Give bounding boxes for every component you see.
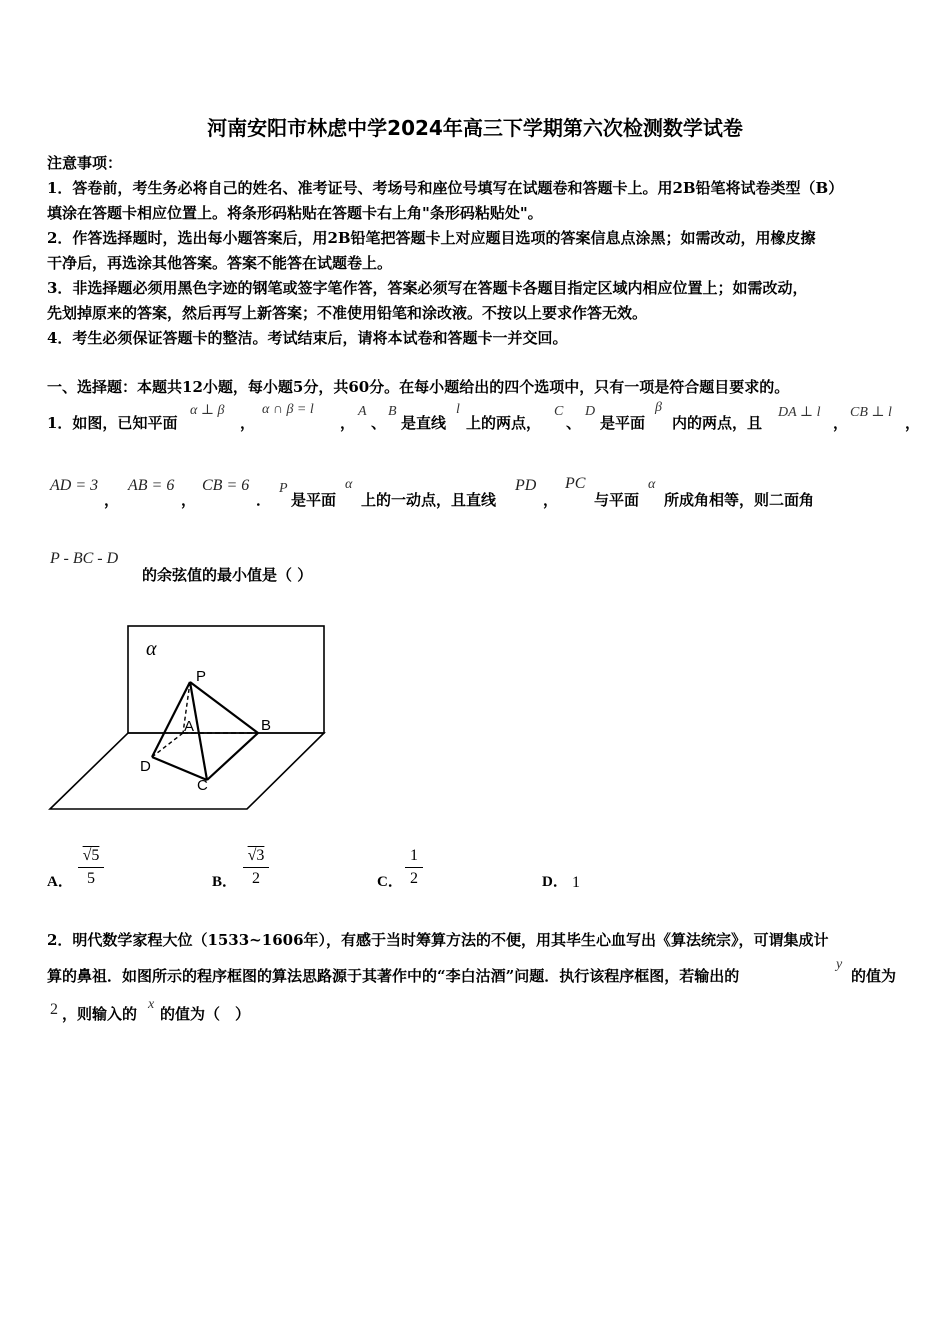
q1-math: D: [585, 404, 596, 419]
q1-math: P: [279, 481, 288, 496]
option-a-fraction: [78, 846, 104, 889]
q1-math: α ∩ β = l: [262, 402, 314, 417]
q1-text: 是直线: [401, 414, 447, 432]
label-b: B: [261, 717, 272, 734]
q1-text: 上的两点，: [466, 414, 542, 432]
notice-line: 干净后，再选涂其他答案。答案不能答在试题卷上。: [47, 254, 393, 272]
q1-text: ，: [104, 491, 120, 509]
q2-text: 2．明代数学家程大位（1533~1606年），有感于当时筹算方法的不便，用其毕生心血写出《算法统宗》，可谓集成计: [47, 931, 829, 949]
page-title: 河南安阳市林虑中学2024年高三下学期第六次检测数学试卷: [207, 116, 743, 140]
q1-text: 上的一动点，且直线: [361, 491, 497, 509]
q1-text: 1．如图，已知平面: [47, 414, 178, 432]
notice-line: 3．非选择题必须用黑色字迹的钢笔或签字笔作答，答案必须写在答题卡各题目指定区域内相应位置上；如需改动，: [47, 279, 808, 297]
notice-line: 先划掉原来的答案，然后再写上新答案；不准使用铅笔和涂改液。不按以上要求作答无效。: [47, 304, 648, 322]
option-b-numerator: √3: [247, 847, 265, 864]
edge-pb: [190, 682, 258, 733]
option-b-fraction: [243, 846, 269, 889]
q1-figure: [40, 615, 340, 820]
q1-text: ，: [543, 491, 559, 509]
q1-math: PC: [565, 475, 586, 492]
q1-text: ，: [240, 414, 256, 432]
option-c-numerator: 1: [410, 847, 418, 864]
option-a-label: A．: [47, 874, 73, 890]
notice-line: 2．作答选择题时，选出每小题答案后，用2B铅笔把答题卡上对应题目选项的答案信息点涂黑；如需改动，用橡皮擦: [47, 229, 816, 247]
q1-math: α ⊥ β: [190, 403, 225, 418]
edge-cb: [207, 733, 258, 780]
q1-text: ，: [905, 414, 921, 432]
q1-text: 是平面: [600, 414, 646, 432]
q1-math: CB ⊥ l: [850, 405, 892, 420]
notice-line: 1．答卷前，考生务必将自己的姓名、准考证号、考场号和座位号填写在试题卷和答题卡上。用2B铅笔将试卷类型（B）: [47, 179, 844, 197]
q1-math: B: [388, 404, 397, 419]
option-b-label: B．: [212, 874, 238, 890]
q1-math: α: [648, 477, 656, 492]
q1-math: l: [456, 402, 460, 417]
notice-line: 填涂在答题卡相应位置上。将条形码粘贴在答题卡右上角"条形码粘贴处"。: [47, 204, 543, 222]
plane-alpha: [128, 626, 324, 733]
q1-math: DA ⊥ l: [778, 405, 821, 420]
q1-math: β: [655, 400, 662, 415]
q1-math: PD: [515, 477, 537, 494]
section-heading: 一、选择题：本题共12小题，每小题5分，共60分。在每小题给出的四个选项中，只有一项是符合题目要求的。: [47, 378, 790, 396]
q2-math: x: [148, 997, 155, 1012]
option-c-denominator: 2: [410, 870, 418, 887]
option-a-denominator: 5: [87, 870, 95, 887]
label-p: P: [196, 668, 207, 685]
option-c-label: C．: [377, 874, 403, 890]
q1-math: C: [554, 404, 564, 419]
q1-text: ．: [256, 491, 272, 509]
q1-math: AD = 3: [50, 477, 99, 494]
q1-math: α: [345, 477, 353, 492]
option-a-numerator: √5: [82, 847, 100, 864]
q1-math: CB = 6: [202, 477, 250, 494]
option-d-label: D．: [542, 874, 568, 890]
q1-text: 是平面: [291, 491, 337, 509]
option-d-value: 1: [572, 874, 580, 891]
label-c: C: [197, 777, 208, 794]
q1-math: P - BC - D: [50, 550, 119, 567]
q2-math: y: [836, 957, 843, 972]
q1-text: 所成角相等，则二面角: [664, 491, 815, 509]
notice-heading: 注意事项：: [47, 154, 123, 172]
notice-line: 4．考生必须保证答题卡的整洁。考试结束后，请将本试卷和答题卡一并交回。: [47, 329, 568, 347]
q1-text: 的余弦值的最小值是（ ）: [142, 566, 313, 584]
q2-text: ，则输入的: [62, 1005, 138, 1023]
q2-text: 算的鼻祖．如图所示的程序框图的算法思路源于其著作中的“李白沽酒”问题．执行该程序框图，若输出的: [47, 967, 740, 985]
q1-math: AB = 6: [128, 477, 175, 494]
label-d: D: [140, 758, 151, 775]
q1-text: 、: [371, 414, 387, 432]
q2-text: 的值为: [851, 967, 897, 985]
q2-math: 2: [50, 1001, 58, 1018]
option-b-denominator: 2: [252, 870, 260, 887]
q1-text: ，: [340, 414, 356, 432]
label-a: A: [184, 718, 195, 735]
edge-da: [152, 733, 183, 757]
q1-text: ，: [181, 491, 197, 509]
q1-text: 内的两点，且: [672, 414, 763, 432]
option-c-fraction: [405, 846, 423, 889]
q1-math: A: [358, 404, 367, 419]
q1-text: ，: [833, 414, 849, 432]
q2-text: 的值为（ ）: [160, 1005, 251, 1023]
q1-text: 、: [566, 414, 582, 432]
q1-text: 与平面: [594, 491, 640, 509]
label-alpha: α: [146, 638, 157, 660]
